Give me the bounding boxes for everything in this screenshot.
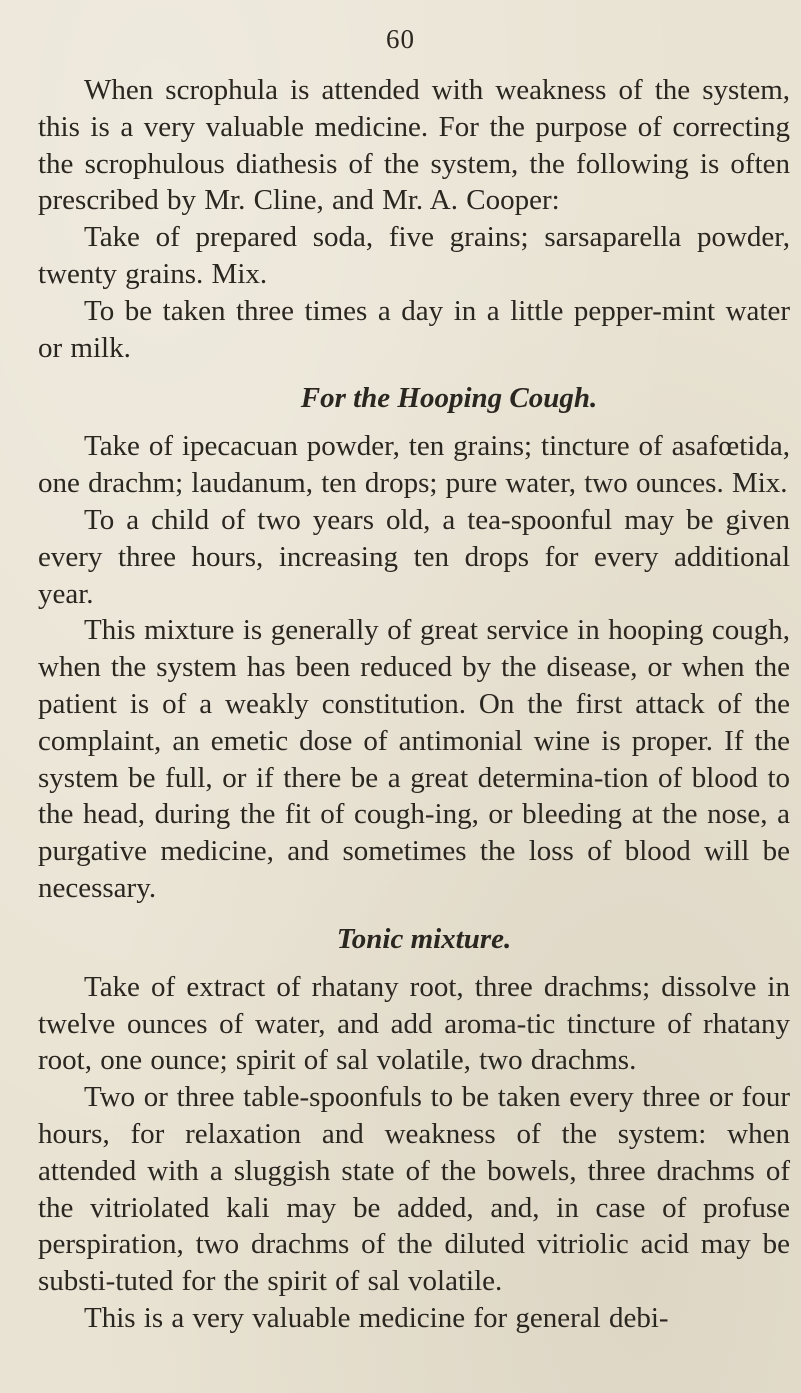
child-dosage-paragraph: To a child of two years old, a tea-spoonful may be given every three hours, increasing ten drops for every additional year. xyxy=(38,503,790,610)
tonic-mixture-heading: Tonic mixture. xyxy=(336,922,512,955)
soda-dosage-paragraph: To be taken three times a day in a little pepper-mint water or milk. xyxy=(38,294,790,364)
hooping-cough-notes-paragraph: This mixture is generally of great service in hooping cough, when the system has been reduced by the disease, or when the patient is of a weakly constitution. On the first attack of the complaint, an emetic dose of antimonial wine is proper. If the system be full, or if there be a great determina-tion of blood to the head, during the fit of cough-ing, or bleeding at the nose, a purgative medicine, and sometimes the loss of blood will be necessary. xyxy=(38,614,790,904)
hooping-cough-heading: For the Hooping Cough. xyxy=(300,382,598,415)
closing-paragraph: This is a very valuable medicine for general debi- xyxy=(84,1301,669,1334)
soda-recipe-paragraph: Take of prepared soda, five grains; sarsaparella powder, twenty grains. Mix. xyxy=(38,221,790,290)
ipecacuan-recipe-paragraph: Take of ipecacuan powder, ten grains; tincture of asafœtida, one drachm; laudanum, ten drops; pure water, two ounces. Mix. xyxy=(38,430,790,500)
scrophula-paragraph: When scrophula is attended with weakness of the system, this is a very valuable medicine. For the purpose of correcting the scrophulous diathesis of the system, the following is often prescribed by Mr. Cline, and Mr. A. Cooper: xyxy=(38,74,790,217)
tonic-dosage-paragraph: Two or three table-spoonfuls to be taken every three or four hours, for relaxation and weakness of the system: when attended with a sluggish state of the bowels, three drachms of the vitriolated kali may be added, and, in case of profuse perspiration, two drachms of the diluted vitriolic acid may be substi-tuted for the spirit of sal volatile. xyxy=(38,1081,790,1298)
page-number: 60 xyxy=(386,24,415,54)
rhatany-recipe-paragraph: Take of extract of rhatany root, three drachms; dissolve in twelve ounces of water, and add aroma-tic tincture of rhatany root, one ounce; spirit of sal volatile, two drachms. xyxy=(38,970,790,1077)
page-body xyxy=(38,72,790,1337)
